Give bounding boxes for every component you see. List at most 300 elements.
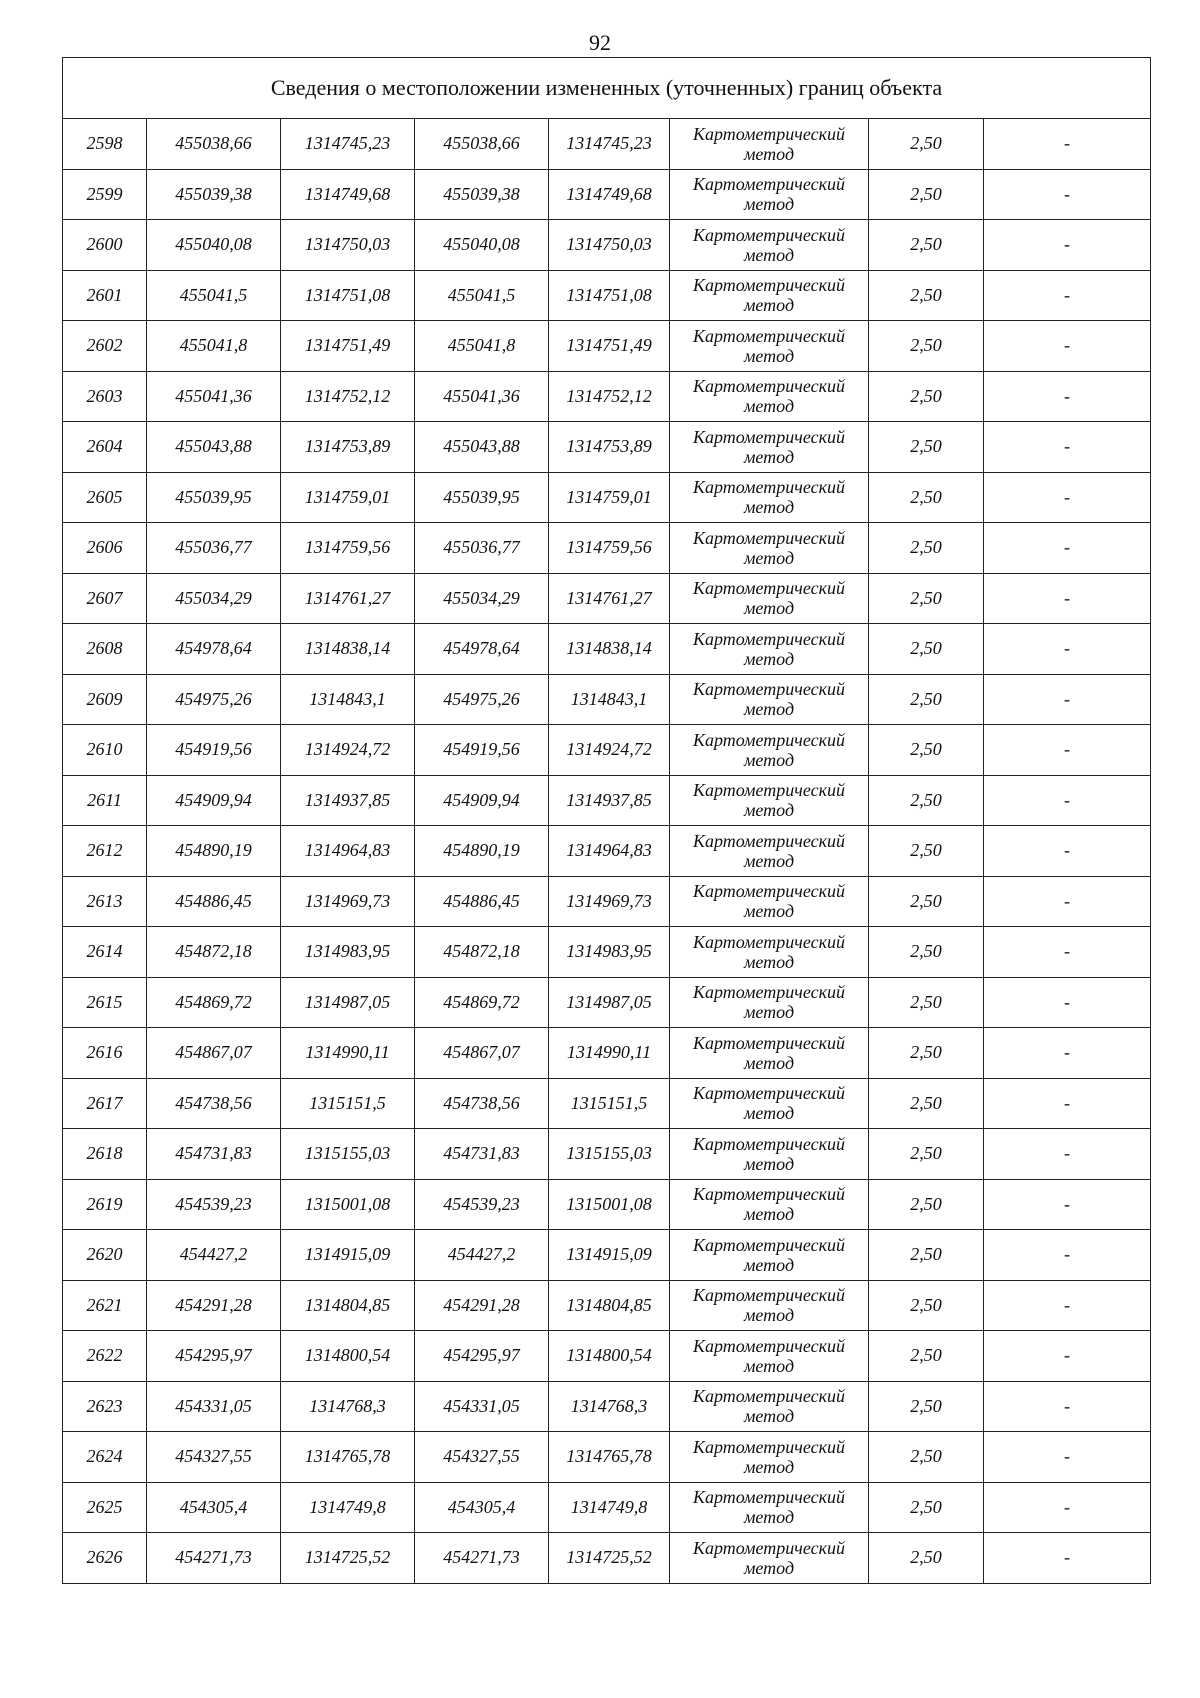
refined-x-cell: 454291,28 (415, 1280, 549, 1331)
method-word: метод (743, 850, 795, 871)
existing-x-cell: 455043,88 (147, 422, 281, 473)
existing-x-cell: 454867,07 (147, 1028, 281, 1079)
point-number-cell: 2612 (63, 826, 147, 877)
point-number-cell: 2613 (63, 876, 147, 927)
refined-y-cell: 1314725,52 (549, 1533, 670, 1584)
method-name: Картометрический (692, 527, 845, 548)
existing-y-cell: 1314987,05 (281, 977, 415, 1028)
existing-y-cell: 1314768,3 (281, 1381, 415, 1432)
note-cell: - (984, 1533, 1151, 1584)
table-row (63, 1331, 1151, 1382)
refined-y-cell: 1314969,73 (549, 876, 670, 927)
existing-x-cell: 454978,64 (147, 624, 281, 675)
existing-y-cell: 1314752,12 (281, 371, 415, 422)
method-word: метод (743, 901, 795, 922)
note-cell: - (984, 220, 1151, 271)
method-cell (670, 876, 869, 927)
refined-x-cell: 455038,66 (415, 119, 549, 170)
existing-x-cell: 455041,8 (147, 321, 281, 372)
method-name: Картометрический (692, 578, 845, 599)
refined-y-cell: 1314843,1 (549, 674, 670, 725)
existing-x-cell: 454331,05 (147, 1381, 281, 1432)
accuracy-cell: 2,50 (869, 876, 984, 927)
note-cell: - (984, 674, 1151, 725)
refined-x-cell: 455039,38 (415, 169, 549, 220)
accuracy-cell: 2,50 (869, 1078, 984, 1129)
method-word: метод (743, 1254, 795, 1275)
existing-y-cell: 1314750,03 (281, 220, 415, 271)
refined-y-cell: 1314759,56 (549, 523, 670, 574)
table-row (63, 876, 1151, 927)
existing-x-cell: 454291,28 (147, 1280, 281, 1331)
note-cell: - (984, 1179, 1151, 1230)
point-number-cell: 2606 (63, 523, 147, 574)
method-name: Картометрический (692, 224, 845, 245)
refined-y-cell: 1314915,09 (549, 1230, 670, 1281)
method-word: метод (743, 598, 795, 619)
refined-y-cell: 1314750,03 (549, 220, 670, 271)
point-number-cell: 2624 (63, 1432, 147, 1483)
refined-x-cell: 454869,72 (415, 977, 549, 1028)
accuracy-cell: 2,50 (869, 1533, 984, 1584)
method-word: метод (743, 244, 795, 265)
existing-y-cell: 1315151,5 (281, 1078, 415, 1129)
note-cell: - (984, 1280, 1151, 1331)
method-name: Картометрический (692, 1083, 845, 1104)
refined-y-cell: 1314768,3 (549, 1381, 670, 1432)
method-word: метод (743, 194, 795, 215)
refined-x-cell: 454295,97 (415, 1331, 549, 1382)
note-cell: - (984, 472, 1151, 523)
point-number-cell: 2621 (63, 1280, 147, 1331)
point-number-cell: 2617 (63, 1078, 147, 1129)
accuracy-cell: 2,50 (869, 1230, 984, 1281)
table-row (63, 826, 1151, 877)
method-name: Картометрический (692, 1487, 845, 1508)
method-word: метод (743, 1002, 795, 1023)
existing-y-cell: 1315155,03 (281, 1129, 415, 1180)
existing-y-cell: 1314990,11 (281, 1028, 415, 1079)
accuracy-cell: 2,50 (869, 1280, 984, 1331)
method-cell (670, 321, 869, 372)
refined-x-cell: 454919,56 (415, 725, 549, 776)
method-name: Картометрический (692, 780, 845, 801)
refined-y-cell: 1314751,49 (549, 321, 670, 372)
method-cell (670, 1028, 869, 1079)
method-name: Картометрический (692, 1436, 845, 1457)
method-cell (670, 1179, 869, 1230)
note-cell: - (984, 270, 1151, 321)
refined-y-cell: 1314990,11 (549, 1028, 670, 1079)
note-cell: - (984, 1331, 1151, 1382)
method-word: метод (743, 143, 795, 164)
table-row (63, 775, 1151, 826)
method-name: Картометрический (692, 1335, 845, 1356)
table-row (63, 1482, 1151, 1533)
method-cell (670, 1078, 869, 1129)
accuracy-cell: 2,50 (869, 321, 984, 372)
table-row (63, 573, 1151, 624)
refined-x-cell: 454271,73 (415, 1533, 549, 1584)
existing-x-cell: 455034,29 (147, 573, 281, 624)
refined-x-cell: 455041,8 (415, 321, 549, 372)
existing-y-cell: 1314751,49 (281, 321, 415, 372)
existing-y-cell: 1314759,01 (281, 472, 415, 523)
refined-y-cell: 1314761,27 (549, 573, 670, 624)
refined-x-cell: 454975,26 (415, 674, 549, 725)
refined-y-cell: 1314751,08 (549, 270, 670, 321)
existing-x-cell: 455039,38 (147, 169, 281, 220)
existing-y-cell: 1314725,52 (281, 1533, 415, 1584)
refined-y-cell: 1314964,83 (549, 826, 670, 877)
method-word: метод (743, 1204, 795, 1225)
refined-x-cell: 454909,94 (415, 775, 549, 826)
existing-y-cell: 1314964,83 (281, 826, 415, 877)
point-number-cell: 2598 (63, 119, 147, 170)
method-cell (670, 270, 869, 321)
method-name: Картометрический (692, 982, 845, 1003)
point-number-cell: 2605 (63, 472, 147, 523)
method-cell (670, 371, 869, 422)
existing-x-cell: 454886,45 (147, 876, 281, 927)
existing-x-cell: 454327,55 (147, 1432, 281, 1483)
note-cell: - (984, 119, 1151, 170)
method-name: Картометрический (692, 830, 845, 851)
refined-y-cell: 1314987,05 (549, 977, 670, 1028)
refined-x-cell: 455041,36 (415, 371, 549, 422)
note-cell: - (984, 1078, 1151, 1129)
method-cell (670, 977, 869, 1028)
refined-y-cell: 1314745,23 (549, 119, 670, 170)
table-row (63, 1028, 1151, 1079)
method-cell (670, 1280, 869, 1331)
accuracy-cell: 2,50 (869, 1482, 984, 1533)
existing-y-cell: 1314745,23 (281, 119, 415, 170)
method-name: Картометрический (692, 174, 845, 195)
refined-y-cell: 1314804,85 (549, 1280, 670, 1331)
point-number-cell: 2602 (63, 321, 147, 372)
existing-x-cell: 455040,08 (147, 220, 281, 271)
point-number-cell: 2619 (63, 1179, 147, 1230)
accuracy-cell: 2,50 (869, 119, 984, 170)
method-word: метод (743, 800, 795, 821)
method-name: Картометрический (692, 376, 845, 397)
method-cell (670, 220, 869, 271)
method-cell (670, 1230, 869, 1281)
method-name: Картометрический (692, 477, 845, 498)
refined-x-cell: 455043,88 (415, 422, 549, 473)
method-word: метод (743, 1456, 795, 1477)
method-word: метод (743, 1103, 795, 1124)
note-cell: - (984, 422, 1151, 473)
refined-x-cell: 455036,77 (415, 523, 549, 574)
note-cell: - (984, 573, 1151, 624)
method-word: метод (743, 497, 795, 518)
table-row (63, 220, 1151, 271)
point-number-cell: 2600 (63, 220, 147, 271)
point-number-cell: 2604 (63, 422, 147, 473)
method-cell (670, 1432, 869, 1483)
method-cell (670, 1533, 869, 1584)
point-number-cell: 2614 (63, 927, 147, 978)
point-number-cell: 2611 (63, 775, 147, 826)
refined-x-cell: 454731,83 (415, 1129, 549, 1180)
table-row (63, 674, 1151, 725)
point-number-cell: 2601 (63, 270, 147, 321)
method-word: метод (743, 749, 795, 770)
point-number-cell: 2607 (63, 573, 147, 624)
method-cell (670, 573, 869, 624)
method-name: Картометрический (692, 325, 845, 346)
method-name: Картометрический (692, 426, 845, 447)
refined-y-cell: 1314983,95 (549, 927, 670, 978)
existing-y-cell: 1314749,68 (281, 169, 415, 220)
table-row (63, 1432, 1151, 1483)
note-cell: - (984, 1028, 1151, 1079)
table-row (63, 977, 1151, 1028)
existing-y-cell: 1314753,89 (281, 422, 415, 473)
existing-x-cell: 454731,83 (147, 1129, 281, 1180)
refined-y-cell: 1314937,85 (549, 775, 670, 826)
accuracy-cell: 2,50 (869, 1381, 984, 1432)
method-word: метод (743, 951, 795, 972)
method-word: метод (743, 547, 795, 568)
refined-x-cell: 455034,29 (415, 573, 549, 624)
method-name: Картометрический (692, 1032, 845, 1053)
note-cell: - (984, 371, 1151, 422)
note-cell: - (984, 1381, 1151, 1432)
method-cell (670, 422, 869, 473)
method-word: метод (743, 295, 795, 316)
method-word: метод (743, 1305, 795, 1326)
refined-x-cell: 455041,5 (415, 270, 549, 321)
table-row (63, 624, 1151, 675)
refined-x-cell: 454867,07 (415, 1028, 549, 1079)
refined-y-cell: 1314759,01 (549, 472, 670, 523)
refined-x-cell: 454539,23 (415, 1179, 549, 1230)
method-word: метод (743, 1557, 795, 1578)
accuracy-cell: 2,50 (869, 220, 984, 271)
point-number-cell: 2599 (63, 169, 147, 220)
note-cell: - (984, 1129, 1151, 1180)
note-cell: - (984, 775, 1151, 826)
refined-x-cell: 455040,08 (415, 220, 549, 271)
accuracy-cell: 2,50 (869, 1432, 984, 1483)
refined-x-cell: 455039,95 (415, 472, 549, 523)
accuracy-cell: 2,50 (869, 725, 984, 776)
table-row (63, 1179, 1151, 1230)
existing-y-cell: 1314749,8 (281, 1482, 415, 1533)
table-body (63, 119, 1151, 1584)
method-name: Картометрический (692, 931, 845, 952)
existing-y-cell: 1314915,09 (281, 1230, 415, 1281)
point-number-cell: 2618 (63, 1129, 147, 1180)
note-cell: - (984, 624, 1151, 675)
method-name: Картометрический (692, 1184, 845, 1205)
method-cell (670, 169, 869, 220)
note-cell: - (984, 1482, 1151, 1533)
table-row (63, 422, 1151, 473)
existing-x-cell: 455041,36 (147, 371, 281, 422)
refined-y-cell: 1314749,8 (549, 1482, 670, 1533)
existing-x-cell: 454539,23 (147, 1179, 281, 1230)
existing-x-cell: 454427,2 (147, 1230, 281, 1281)
table-row (63, 1129, 1151, 1180)
note-cell: - (984, 876, 1151, 927)
existing-x-cell: 454919,56 (147, 725, 281, 776)
method-word: метод (743, 1153, 795, 1174)
accuracy-cell: 2,50 (869, 523, 984, 574)
method-word: метод (743, 1355, 795, 1376)
refined-y-cell: 1314800,54 (549, 1331, 670, 1382)
method-cell (670, 725, 869, 776)
note-cell: - (984, 977, 1151, 1028)
method-cell (670, 472, 869, 523)
existing-x-cell: 455041,5 (147, 270, 281, 321)
refined-x-cell: 454890,19 (415, 826, 549, 877)
note-cell: - (984, 1230, 1151, 1281)
note-cell: - (984, 169, 1151, 220)
accuracy-cell: 2,50 (869, 169, 984, 220)
method-cell (670, 1381, 869, 1432)
method-name: Картометрический (692, 1537, 845, 1558)
refined-y-cell: 1314752,12 (549, 371, 670, 422)
refined-y-cell: 1315151,5 (549, 1078, 670, 1129)
refined-y-cell: 1314765,78 (549, 1432, 670, 1483)
method-cell (670, 1482, 869, 1533)
point-number-cell: 2609 (63, 674, 147, 725)
existing-x-cell: 455038,66 (147, 119, 281, 170)
existing-x-cell: 454869,72 (147, 977, 281, 1028)
method-word: метод (743, 699, 795, 720)
table-title: Сведения о местоположении измененных (уточненных) границ объекта (63, 58, 1151, 119)
existing-x-cell: 454271,73 (147, 1533, 281, 1584)
table-row (63, 270, 1151, 321)
accuracy-cell: 2,50 (869, 1331, 984, 1382)
table-row (63, 1533, 1151, 1584)
method-name: Картометрический (692, 628, 845, 649)
existing-x-cell: 454909,94 (147, 775, 281, 826)
existing-x-cell: 455036,77 (147, 523, 281, 574)
boundary-coordinates-table (62, 57, 1151, 1584)
point-number-cell: 2623 (63, 1381, 147, 1432)
existing-y-cell: 1314804,85 (281, 1280, 415, 1331)
accuracy-cell: 2,50 (869, 270, 984, 321)
accuracy-cell: 2,50 (869, 422, 984, 473)
refined-y-cell: 1314924,72 (549, 725, 670, 776)
method-word: метод (743, 396, 795, 417)
accuracy-cell: 2,50 (869, 826, 984, 877)
method-name: Картометрический (692, 881, 845, 902)
point-number-cell: 2608 (63, 624, 147, 675)
existing-y-cell: 1314924,72 (281, 725, 415, 776)
method-name: Картометрический (692, 729, 845, 750)
table-row (63, 119, 1151, 170)
method-cell (670, 1331, 869, 1382)
table-row (63, 1280, 1151, 1331)
method-cell (670, 119, 869, 170)
note-cell: - (984, 927, 1151, 978)
refined-x-cell: 454872,18 (415, 927, 549, 978)
existing-y-cell: 1314983,95 (281, 927, 415, 978)
accuracy-cell: 2,50 (869, 472, 984, 523)
method-word: метод (743, 648, 795, 669)
existing-x-cell: 454295,97 (147, 1331, 281, 1382)
existing-x-cell: 455039,95 (147, 472, 281, 523)
point-number-cell: 2616 (63, 1028, 147, 1079)
point-number-cell: 2610 (63, 725, 147, 776)
page-number: 92 (589, 30, 611, 55)
accuracy-cell: 2,50 (869, 573, 984, 624)
point-number-cell: 2625 (63, 1482, 147, 1533)
method-name: Картометрический (692, 1234, 845, 1255)
method-cell (670, 624, 869, 675)
method-word: метод (743, 1406, 795, 1427)
existing-y-cell: 1314843,1 (281, 674, 415, 725)
accuracy-cell: 2,50 (869, 1028, 984, 1079)
refined-x-cell: 454327,55 (415, 1432, 549, 1483)
existing-x-cell: 454872,18 (147, 927, 281, 978)
accuracy-cell: 2,50 (869, 775, 984, 826)
table-row (63, 169, 1151, 220)
existing-x-cell: 454890,19 (147, 826, 281, 877)
table-row (63, 523, 1151, 574)
method-word: метод (743, 1507, 795, 1528)
table-row (63, 321, 1151, 372)
note-cell: - (984, 1432, 1151, 1483)
refined-y-cell: 1315155,03 (549, 1129, 670, 1180)
note-cell: - (984, 826, 1151, 877)
refined-x-cell: 454305,4 (415, 1482, 549, 1533)
accuracy-cell: 2,50 (869, 371, 984, 422)
refined-y-cell: 1314753,89 (549, 422, 670, 473)
refined-x-cell: 454978,64 (415, 624, 549, 675)
point-number-cell: 2603 (63, 371, 147, 422)
method-cell (670, 927, 869, 978)
refined-y-cell: 1314749,68 (549, 169, 670, 220)
method-cell (670, 1129, 869, 1180)
point-number-cell: 2626 (63, 1533, 147, 1584)
refined-x-cell: 454886,45 (415, 876, 549, 927)
method-word: метод (743, 1052, 795, 1073)
existing-y-cell: 1314759,56 (281, 523, 415, 574)
note-cell: - (984, 523, 1151, 574)
note-cell: - (984, 321, 1151, 372)
refined-y-cell: 1315001,08 (549, 1179, 670, 1230)
table-row (63, 472, 1151, 523)
method-word: метод (743, 446, 795, 467)
existing-y-cell: 1314751,08 (281, 270, 415, 321)
existing-x-cell: 454305,4 (147, 1482, 281, 1533)
method-name: Картометрический (692, 1133, 845, 1154)
existing-y-cell: 1314969,73 (281, 876, 415, 927)
table-row (63, 927, 1151, 978)
accuracy-cell: 2,50 (869, 624, 984, 675)
existing-y-cell: 1314838,14 (281, 624, 415, 675)
note-cell: - (984, 725, 1151, 776)
method-cell (670, 775, 869, 826)
existing-y-cell: 1314761,27 (281, 573, 415, 624)
accuracy-cell: 2,50 (869, 1179, 984, 1230)
method-name: Картометрический (692, 679, 845, 700)
method-cell (670, 523, 869, 574)
point-number-cell: 2620 (63, 1230, 147, 1281)
refined-x-cell: 454427,2 (415, 1230, 549, 1281)
accuracy-cell: 2,50 (869, 1129, 984, 1180)
refined-x-cell: 454738,56 (415, 1078, 549, 1129)
method-name: Картометрический (692, 275, 845, 296)
accuracy-cell: 2,50 (869, 977, 984, 1028)
